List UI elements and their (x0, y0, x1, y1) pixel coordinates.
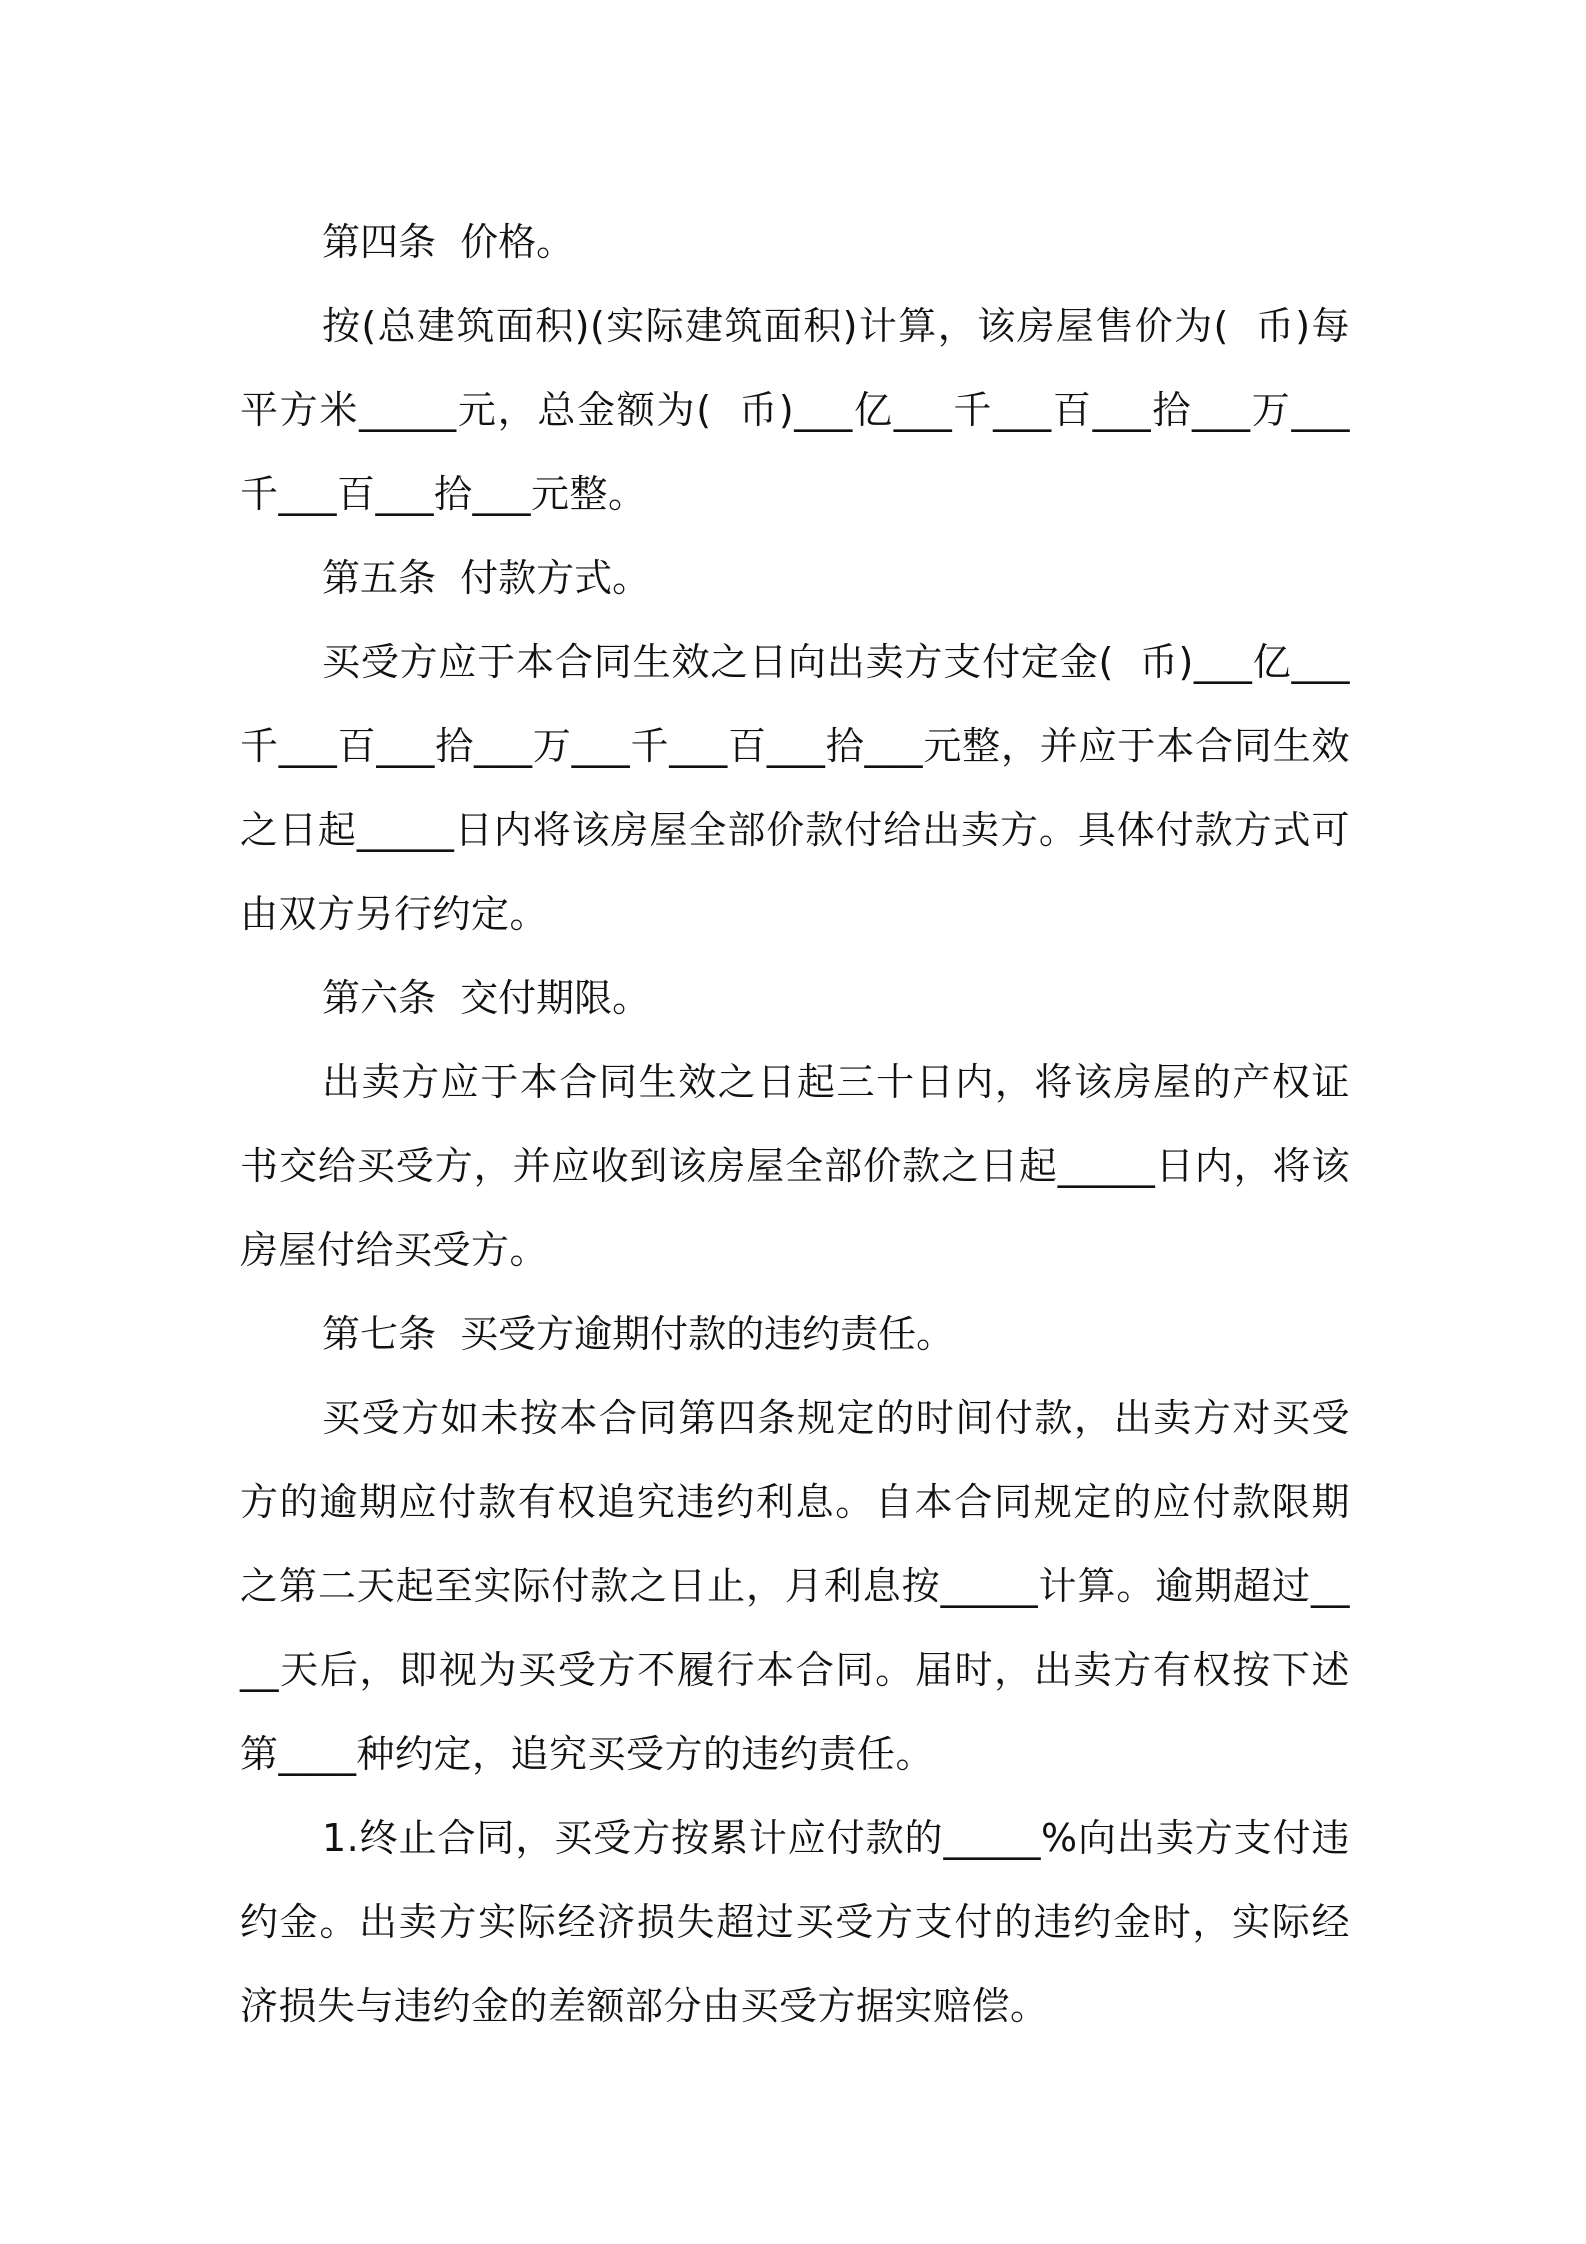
article-6-heading: 第六条 交付期限。 (322, 976, 651, 1020)
article-5-heading: 第五条 付款方式。 (322, 556, 651, 600)
article-7-body: 买受方如未按本合同第四条规定的时间付款，出卖方对买受方的逾期应付款有权追究违约利息。自本合同规定的应付款限期之第二天起至实际付款之日止，月利息按_____计算。逾期超过____天后，即视为买受方不履行本合同。届时，出卖方有权按下述第____种约定，追究买受方的违约责任。 (240, 1396, 1350, 1776)
document-page (240, 200, 1350, 2048)
article-4-body: 按(总建筑面积)(实际建筑面积)计算，该房屋售价为( 币)每平方米_____元，总金额为( 币)___亿___千___百___拾___万___千___百___拾___元整。 (240, 304, 1350, 516)
article-6-body: 出卖方应于本合同生效之日起三十日内，将该房屋的产权证书交给买受方，并应收到该房屋全部价款之日起_____日内，将该房屋付给买受方。 (240, 1060, 1350, 1272)
article-7-clause-1: 1.终止合同，买受方按累计应付款的_____%向出卖方支付违约金。出卖方实际经济损失超过买受方支付的违约金时，实际经济损失与违约金的差额部分由买受方据实赔偿。 (240, 1816, 1350, 2028)
article-5-body: 买受方应于本合同生效之日向出卖方支付定金( 币)___亿___千___百___拾___万___千___百___拾___元整，并应于本合同生效之日起_____日内将该房屋全部价款付给出卖方。具体付款方式可由双方另行约定。 (240, 640, 1350, 936)
article-4-heading: 第四条 价格。 (322, 220, 575, 264)
article-7-heading: 第七条 买受方逾期付款的违约责任。 (322, 1312, 955, 1356)
